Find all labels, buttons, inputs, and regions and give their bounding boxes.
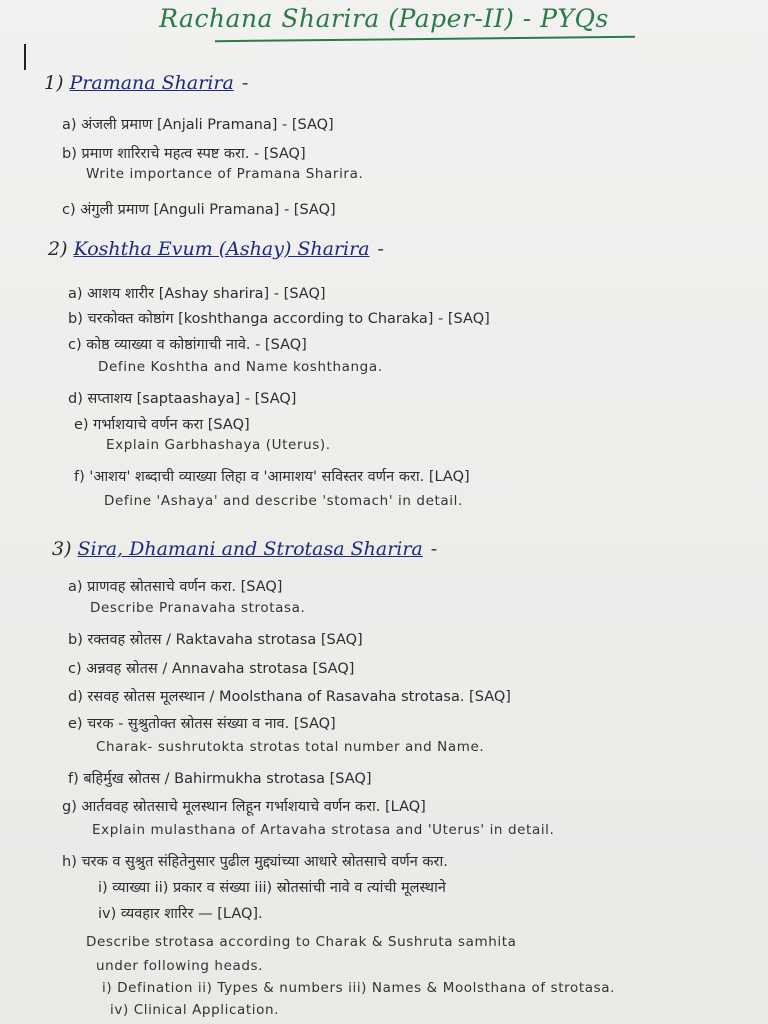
question-line: d) सप्ताशय [saptaashaya] - [SAQ] (68, 391, 297, 407)
question-line: b) प्रमाण शारिराचे महत्व स्पष्ट करा. - [SAQ] (62, 146, 306, 162)
question-line: iv) Clinical Application. (110, 1002, 279, 1018)
question-line: c) कोष्ठ व्याख्या व कोष्ठांगाची नावे. - [SAQ] (68, 337, 307, 353)
title-underline (215, 36, 635, 42)
question-line: Write importance of Pramana Sharira. (86, 166, 364, 182)
question-line: g) आर्तववह स्रोतसाचे मूलस्थान लिहून गर्भाशयाचे वर्णन करा. [LAQ] (62, 799, 426, 815)
question-line: a) अंजली प्रमाण [Anjali Pramana] - [SAQ] (62, 117, 334, 133)
question-line: Charak- sushrutokta strotas total number and Name. (96, 739, 485, 755)
question-line: Define 'Ashaya' and describe 'stomach' in detail. (104, 493, 463, 509)
question-line: f) बहिर्मुख स्रोतस / Bahirmukha strotasa [SAQ] (68, 771, 372, 787)
section-title: Pramana Sharira (69, 72, 234, 94)
question-line: Explain Garbhashaya (Uterus). (106, 437, 331, 453)
section-dash: - (430, 538, 438, 560)
question-line: Explain mulasthana of Artavaha strotasa and 'Uterus' in detail. (92, 822, 555, 838)
question-line: c) अंगुली प्रमाण [Anguli Pramana] - [SAQ] (62, 202, 336, 218)
question-line: iv) व्यवहार शारिर — [LAQ]. (98, 906, 263, 922)
section-dash: - (377, 238, 384, 260)
question-line: f) 'आशय' शब्दाची व्याख्या लिहा व 'आमाशय' सविस्तर वर्णन करा. [LAQ] (74, 469, 470, 485)
page-title: Rachana Sharira (Paper-II) - PYQs (159, 4, 609, 33)
section-dash: - (241, 72, 249, 94)
question-line: a) आशय शारीर [Ashay sharira] - [SAQ] (68, 286, 326, 302)
question-line: i) Defination ii) Types & numbers iii) Names & Moolsthana of strotasa. (102, 980, 615, 996)
question-line: b) रक्तवह स्रोतस / Raktavaha strotasa [SAQ] (68, 632, 363, 648)
question-line: e) गर्भाशयाचे वर्णन करा [SAQ] (74, 417, 250, 433)
question-line: b) चरकोक्त कोष्ठांग [koshthanga according to Charaka] - [SAQ] (68, 311, 490, 327)
section-number: 2) (48, 238, 68, 260)
section-heading-1 (44, 72, 248, 94)
section-title: Sira, Dhamani and Strotasa Sharira (77, 538, 423, 560)
question-line: d) रसवह स्रोतस मूलस्थान / Moolsthana of Rasavaha strotasa. [SAQ] (68, 689, 511, 705)
question-line: a) प्राणवह स्रोतसाचे वर्णन करा. [SAQ] (68, 579, 283, 595)
question-line: under following heads. (96, 958, 264, 974)
section-number: 3) (52, 538, 72, 560)
question-line: e) चरक - सुश्रुतोक्त स्रोतस संख्या व नाव. [SAQ] (68, 716, 336, 732)
margin-tick-mark (24, 44, 26, 70)
question-line: Define Koshtha and Name koshthanga. (98, 359, 383, 375)
question-line: h) चरक व सुश्रुत संहितेनुसार पुढील मुद्द्यांच्या आधारे स्रोतसाचे वर्णन करा. (62, 854, 448, 870)
question-line: Describe Pranavaha strotasa. (90, 600, 306, 616)
question-line: i) व्याख्या ii) प्रकार व संख्या iii) स्रोतसांची नावे व त्यांची मूलस्थाने (98, 880, 446, 896)
section-heading-2 (48, 238, 384, 260)
question-line: c) अन्नवह स्रोतस / Annavaha strotasa [SAQ] (68, 661, 355, 677)
section-number: 1) (44, 72, 64, 94)
section-title: Koshtha Evum (Ashay) Sharira (73, 238, 370, 260)
question-line: Describe strotasa according to Charak & Sushruta samhita (86, 934, 517, 950)
section-heading-3 (52, 538, 437, 560)
